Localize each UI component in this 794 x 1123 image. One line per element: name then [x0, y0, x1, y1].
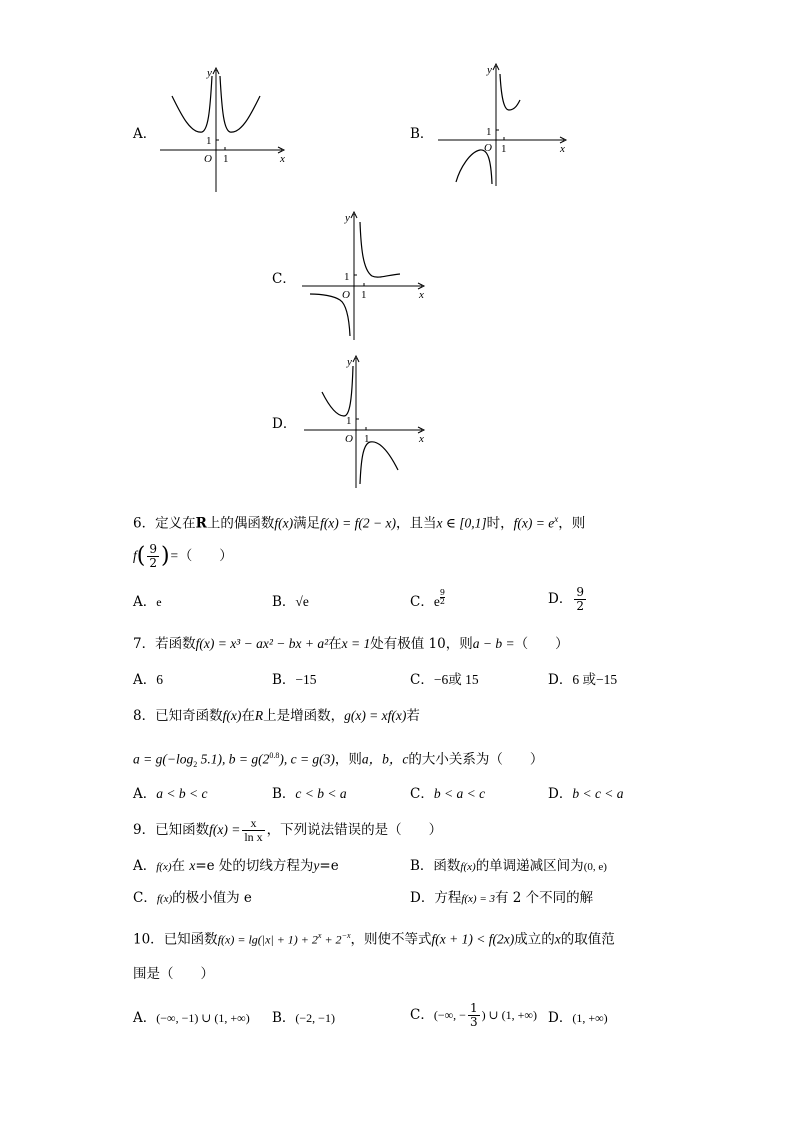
graph-a-one-x: 1 — [223, 153, 229, 165]
q9-stem: 9．已知函数f(x) = $\frac{x}{\text{ln x}}$ ，下列说法错误的是（ ） — [133, 816, 443, 844]
graph-b-origin: O — [484, 142, 492, 154]
graph-c-one-y: 1 — [344, 271, 350, 283]
q8-option-c[interactable]: C．b < a < c — [410, 786, 486, 802]
q7-option-c[interactable]: C．−6或 15 — [410, 672, 479, 688]
q9-option-a[interactable]: A．f(x)在 x=e 处的切线方程为y=e — [133, 858, 339, 874]
q8-stem-line2: $a = g(-\log_2$ 5.1), $b = g(2^{0.8})$, c = g(3)，则a，b，c的大小关系为（ ） — [133, 751, 544, 770]
graph-c — [296, 208, 441, 343]
option-d-label: D． — [272, 416, 297, 432]
q6-stem: 6．定义在R上的偶函数f(x)满足f(x) = f(2 − x)，且当x ∈ [0,1]时，$f(x) = e^x$，则 — [133, 514, 586, 532]
q7-option-d[interactable]: D．6 或−15 — [548, 672, 618, 688]
q10-option-a[interactable]: A．(−∞, −1) ∪ (1, +∞) — [133, 1010, 250, 1026]
graph-d-one-x: 1 — [364, 433, 370, 445]
q7-option-a[interactable]: A．6 — [133, 672, 163, 688]
option-a-label: A． — [133, 126, 157, 142]
graph-c-origin: O — [342, 289, 350, 301]
graph-a-y-label: y — [207, 67, 212, 79]
graph-b-x-label: x — [560, 143, 565, 155]
q6-stem-line2: f( $\frac{9}{2}$ )=（ ） — [133, 542, 233, 570]
q10-number: 10． — [133, 931, 164, 948]
q6-number: 6． — [133, 515, 156, 532]
q6-option-d[interactable]: D． $\frac{9}{2}$ — [548, 585, 584, 613]
q8-number: 8． — [133, 708, 156, 724]
q8-stem: 8．已知奇函数f(x)在R上是增函数，g(x) = xf(x)若 — [133, 708, 420, 724]
graph-b-y-label: y — [487, 64, 492, 76]
graph-a — [150, 62, 295, 197]
q8-option-d[interactable]: D．b < c < a — [548, 786, 624, 802]
q10-stem: 10．已知函数$f(x) = \lg(|x| + 1) + 2^x + 2^{-x}$，则使不等式f(x + 1) < f(2x)成立的x的取值范 — [133, 931, 615, 948]
graph-d — [298, 352, 443, 492]
graph-a-origin: O — [204, 153, 212, 165]
graph-d-x-label: x — [419, 433, 424, 445]
q6-fraction: $\frac{9}{2}$ — [149, 542, 157, 570]
q6-option-b[interactable]: B．√e — [272, 594, 309, 610]
q10-option-b[interactable]: B．(−2, −1) — [272, 1010, 335, 1026]
q8-option-b[interactable]: B．c < b < a — [272, 786, 347, 802]
q10-stem-line2: 围是（ ） — [133, 966, 214, 982]
q7-option-b[interactable]: B．−15 — [272, 672, 317, 688]
graph-d-origin: O — [345, 433, 353, 445]
graph-d-one-y: 1 — [346, 415, 352, 427]
q6-option-c[interactable]: C．e $\frac{9}{2}$ — [410, 588, 445, 610]
q10-option-c[interactable]: C．(−∞, − $\frac{1}{3}$ ) ∪ (1, +∞) — [410, 1001, 537, 1029]
option-b-label: B． — [410, 126, 434, 142]
q9-number: 9． — [133, 822, 156, 838]
graph-c-x-label: x — [419, 289, 424, 301]
q8-option-a[interactable]: A．a < b < c — [133, 786, 208, 802]
graph-d-y-label: y — [347, 356, 352, 368]
q9-option-b[interactable]: B．函数f(x)的单调递减区间为(0, e) — [410, 858, 607, 874]
graph-b-one-x: 1 — [501, 143, 507, 155]
graph-a-one-y: 1 — [206, 135, 212, 147]
option-c-label: C． — [272, 271, 296, 287]
q7-stem: 7．若函数f(x) = x³ − ax² − bx + a²在x = 1处有极值 10，则a − b =（ ） — [133, 636, 569, 652]
graph-b — [432, 60, 577, 190]
q9-option-d[interactable]: D．方程f(x) = 3有 2 个不同的解 — [410, 890, 594, 906]
q9-option-c[interactable]: C．f(x)的极小值为 e — [133, 890, 252, 906]
graph-b-one-y: 1 — [486, 126, 492, 138]
q7-number: 7． — [133, 636, 156, 652]
q10-option-d[interactable]: D．(1, +∞) — [548, 1010, 608, 1026]
graph-a-x-label: x — [280, 153, 285, 165]
graph-c-one-x: 1 — [361, 289, 367, 301]
q6-option-a[interactable]: A．e — [133, 594, 162, 610]
graph-c-y-label: y — [345, 212, 350, 224]
